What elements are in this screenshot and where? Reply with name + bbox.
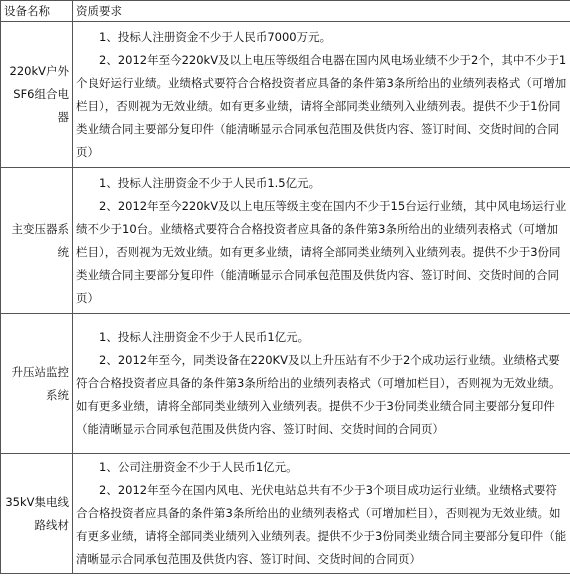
requirement-cell <box>73 314 570 454</box>
table-row <box>1 314 570 454</box>
requirement-item: 2、2012年至今，同类设备在220KV及以上升压站有不少于2个成功运行业绩。业绩格式要符合合格投资者应具备的条件第3条所给出的业绩列表格式（可增加栏目），否则视为无效业绩。如有更多业绩，请将全部同类业绩列入业绩列表。提供不少于3份同类业绩合同主要部分复印件（能清晰显示合同承包范围及供货内容、签订时间、交货时间的合同页） <box>76 353 561 436</box>
equipment-name: 35kV集电线路线材 <box>1 454 73 574</box>
requirement-item: 1、投标人注册资金不少于人民币1亿元。 <box>99 330 310 344</box>
requirement-item: 2、2012年至今220kV及以上电压等级组合电器在国内风电场业绩不少于2个，其中不少于1个良好运行业绩。业绩格式要符合合格投资者应具备的条件第3条所给出的业绩列表格式（可增加栏目），否则视为无效业绩。如有更多业绩，请将全部同类业绩列入业绩列表。提供不少于1份同类业绩合同主要部分复印件（能清晰显示合同承包范围及供货内容、签订时间、交货时间的合同页） <box>76 52 567 159</box>
equipment-name: 220kV户外SF6组合电器 <box>1 22 73 168</box>
requirement-item: 2、2012年至今在国内风电、光伏电站总共有不少于3个项目成功运行业绩。业绩格式要符合合格投资者应具备的条件第3条所给出的业绩列表格式（可增加栏目），否则视为无效业绩。如有更多业绩，请将全部同类业绩列入业绩列表。提供不少于3份同类业绩合同主要部分复印件（能清晰显示合同承包范围及供货内容、签订时间、交货时间的合同页） <box>76 483 567 566</box>
table-row <box>1 22 570 168</box>
header-qualification: 资质要求 <box>73 1 570 22</box>
equipment-name: 升压站监控系统 <box>1 314 73 454</box>
requirement-cell <box>73 454 570 574</box>
table-row <box>1 168 570 314</box>
requirement-item: 2、2012年至今220kV及以上电压等级主变在国内不少于15台运行业绩，其中风电场运行业绩不少于10台。业绩格式要符合合格投资者应具备的条件第3条所给出的业绩列表格式（可增加栏目），否则视为无效业绩。如有更多业绩，请将全部同类业绩列入业绩列表。提供不少于3份同类业绩合同主要部分复印件（能清晰显示合同承包范围及供货内容、签订时间、交货时间的合同页） <box>76 198 567 305</box>
requirement-item: 1、投标人注册资金不少于人民币7000万元。 <box>99 29 332 44</box>
requirement-cell <box>73 22 570 168</box>
requirement-item: 1、投标人注册资金不少于人民币1.5亿元。 <box>99 175 321 190</box>
table-header-row <box>1 1 570 22</box>
requirement-cell <box>73 168 570 314</box>
requirement-item: 1、公司注册资金不少于人民币1亿元。 <box>99 460 298 474</box>
header-equipment-name: 设备名称 <box>1 1 73 22</box>
table-row <box>1 454 570 574</box>
equipment-name: 主变压器系统 <box>1 168 73 314</box>
